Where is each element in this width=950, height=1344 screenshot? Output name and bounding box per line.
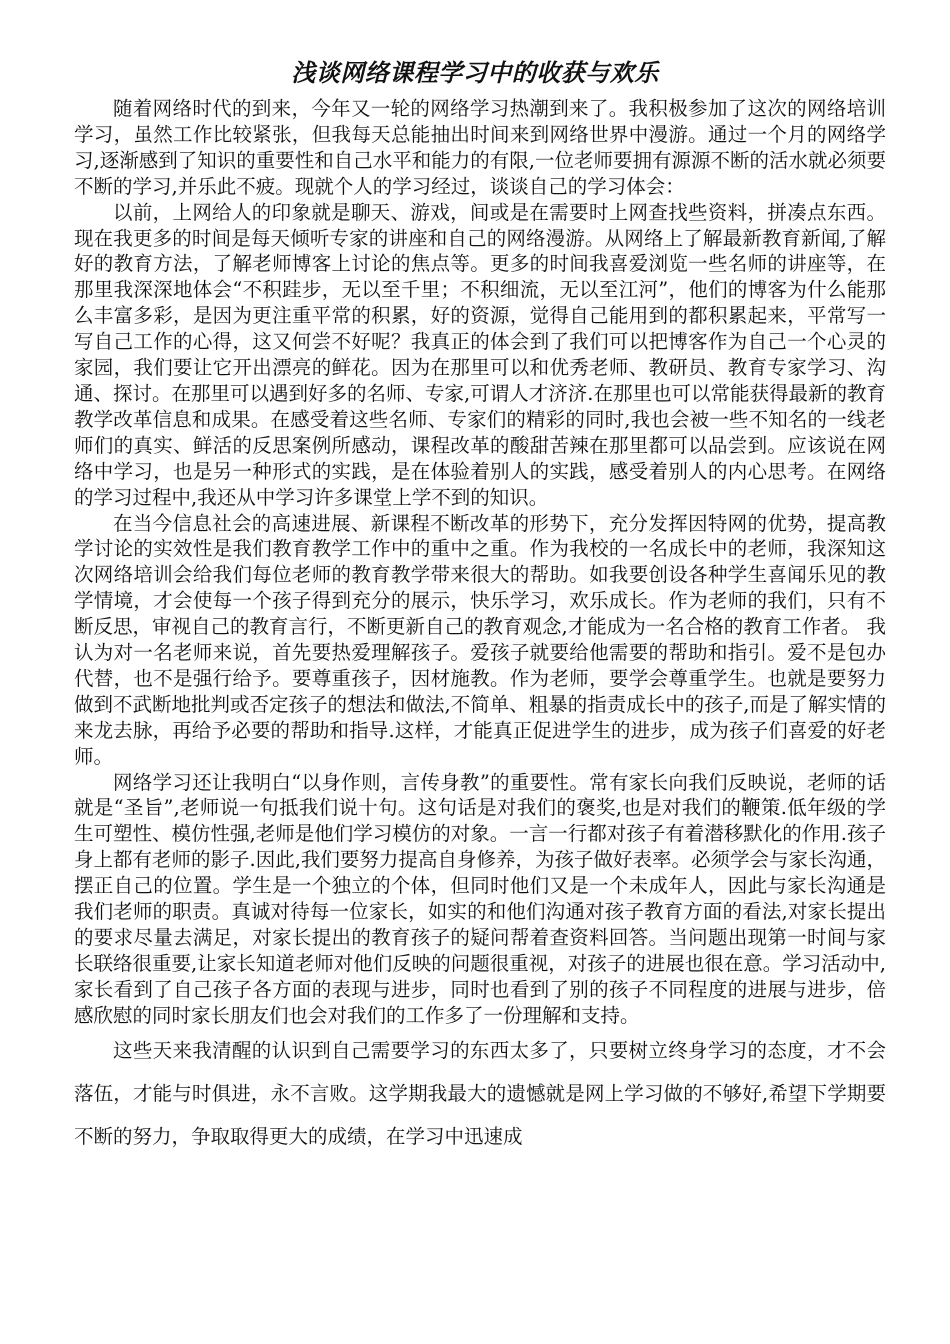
paragraph: 这些天来我清醒的认识到自己需要学习的东西太多了，只要树立终身学习的态度，才不会落伍，才能与时俱进，永不言败。这学期我最大的遗憾就是网上学习做的不够好,希望下学期要不断的努力，争取取得更大的成绩，在学习中迅速成 xyxy=(74,1038,886,1148)
document-title: 浅谈网络课程学习中的收获与欢乐 xyxy=(291,58,659,87)
paragraph: 网络学习还让我明白“以身作则，言传身教”的重要性。常有家长向我们反映说，老师的话就是“圣旨”,老师说一句抵我们说十句。这句话是对我们的褒奖,也是对我们的鞭策.低年级的学生可塑性、模仿性强,老师是他们学习模仿的对象。一言一行都对孩子有着潜移默化的作用.孩子身上都有老师的影子.因此,我们要努力提高自身修养，为孩子做好表率。必须学会与家长沟通，摆正自己的位置。学生是一个独立的个体，但同时他们又是一个未成年人，因此与家长沟通是我们老师的职责。真诚对待每一位家长，如实的和他们沟通对孩子教育方面的看法,对家长提出的要求尽量去满足，对家长提出的教育孩子的疑问帮着查资料回答。当问题出现第一时间与家长联络很重要,让家长知道老师对他们反映的问题很重视，对孩子的进展也很在意。学习活动中,家长看到了自己孩子各方面的表现与进步，同时也看到了别的孩子不同程度的进展与进步，倍感欣慰的同时家长朋友们也会对我们的工作多了一份理解和支持。 xyxy=(74,770,886,1027)
paragraph: 随着网络时代的到来，今年又一轮的网络学习热潮到来了。我积极参加了这次的网络培训学习，虽然工作比较紧张，但我每天总能抽出时间来到网络世界中漫游。通过一个月的网络学习,逐渐感到了知识的重要性和自己水平和能力的有限,一位老师要拥有源源不断的活水就必须要不断的学习,并乐此不疲。现就个人的学习经过，谈谈自己的学习体会： xyxy=(74,97,886,198)
paragraph: 以前，上网给人的印象就是聊天、游戏，间或是在需要时上网查找些资料，拼凑点东西。现在我更多的时间是每天倾听专家的讲座和自己的网络漫游。从网络上了解最新教育新闻,了解好的教育方法，了解老师博客上讨论的焦点等。更多的时间我喜爱浏览一些名师的讲座等，在那里我深深地体会“不积跬步，无以至千里；不积细流，无以至江河”，他们的博客为什么能那么丰富多彩，是因为更注重平常的积累，好的资源，觉得自己能用到的都积累起来，平常写一写自己工作的心得，这又何尝不好呢？我真正的体会到了我们可以把博客作为自己一个心灵的家园，我们要让它开出漂亮的鲜花。因为在那里可以和优秀老师、教研员、教育专家学习、沟通、探讨。在那里可以遇到好多的名师、专家,可谓人才济济.在那里也可以常能获得最新的教育教学改革信息和成果。在感受着这些名师、专家们的精彩的同时,我也会被一些不知名的一线老师们的真实、鲜活的反思案例所感动，课程改革的酸甜苦辣在那里都可以品尝到。应该说在网络中学习，也是另一种形式的实践，是在体验着别人的实践，感受着别人的内心思考。在网络的学习过程中,我还从中学习许多课堂上学不到的知识。 xyxy=(74,200,886,509)
paragraph: 在当今信息社会的高速进展、新课程不断改革的形势下，充分发挥因特网的优势，提高教学讨论的实效性是我们教育教学工作中的重中之重。作为我校的一名成长中的老师，我深知这次网络培训会给我们每位老师的教育教学带来很大的帮助。如我要创设各种学生喜闻乐见的教学情境，才会使每一个孩子得到充分的展示，快乐学习，欢乐成长。作为老师的我们，只有不断反思，审视自己的教育言行，不断更新自己的教育观念,才能成为一名合格的教育工作者。 我认为对一名老师来说，首先要热爱理解孩子。爱孩子就要给他需要的帮助和指引。爱不是包办代替，也不是强行给予。要尊重孩子，因材施教。作为老师，要学会尊重学生。也就是要努力做到不武断地批判或否定孩子的想法和做法,不简单、粗暴的指责成长中的孩子,而是了解实情的来龙去脉，再给予必要的帮助和指导.这样，才能真正促进学生的进步，成为孩子们喜爱的好老师。 xyxy=(74,511,886,768)
document-body xyxy=(74,96,886,1158)
